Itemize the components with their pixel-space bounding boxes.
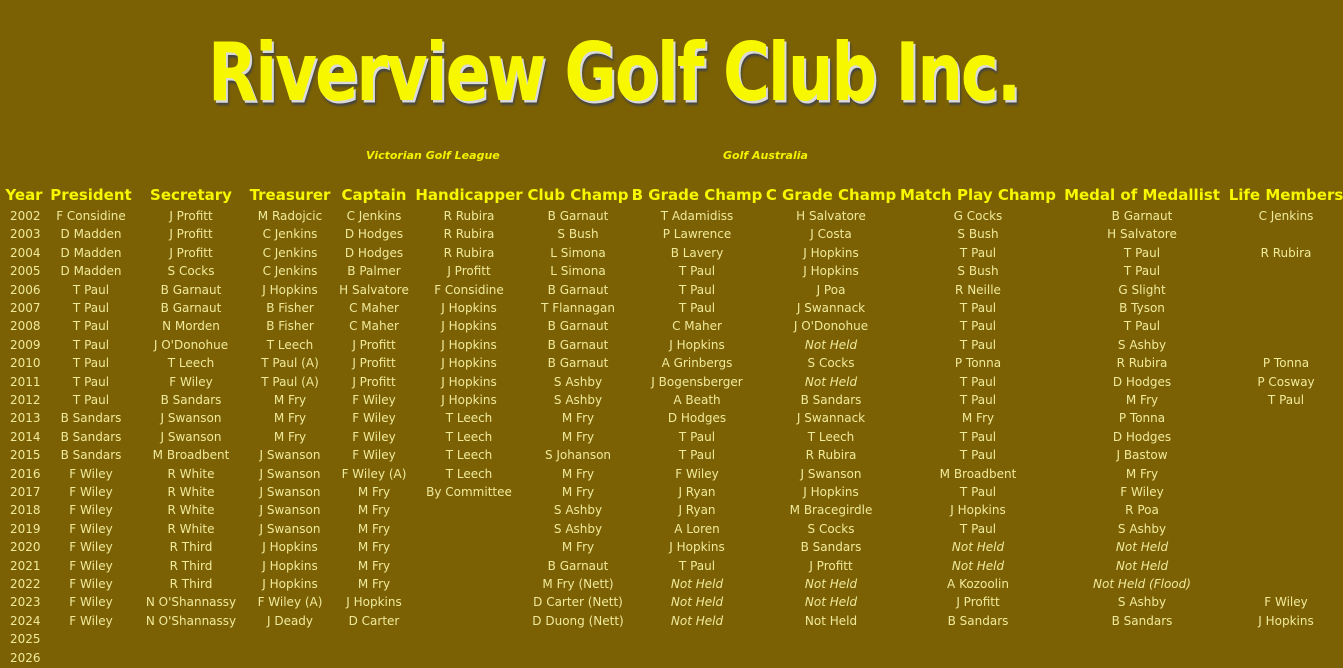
table-cell: M Fry xyxy=(961,411,995,426)
table-cell: J Hopkins xyxy=(346,595,402,610)
table-cell: R Third xyxy=(169,577,213,591)
table-cell: D Hodges xyxy=(344,227,404,242)
table-cell: L Simona xyxy=(550,264,606,279)
column-header: Life Members xyxy=(1228,186,1343,204)
table-cell: A Grinbergs xyxy=(661,356,733,371)
table-cell: J Hopkins xyxy=(803,245,859,260)
table-cell: B Sandars xyxy=(60,411,122,426)
table-cell: H Salvatore xyxy=(1107,227,1177,242)
table-cell: T Leech xyxy=(445,411,493,426)
subtitle-golf-australia: Golf Australia xyxy=(723,149,808,162)
table-cell: C Jenkins xyxy=(1258,209,1314,223)
table-cell: T Paul (A) xyxy=(261,374,319,389)
table-cell: J Profitt xyxy=(352,356,396,371)
table-cell: S Bush xyxy=(557,227,599,242)
table-cell: D Madden xyxy=(60,264,122,279)
table-cell: T Paul xyxy=(959,521,997,536)
table-cell: J Profitt xyxy=(447,264,491,279)
table-cell: A Kozoolin xyxy=(947,577,1009,591)
table-cell: S Ashby xyxy=(553,374,603,389)
table-cell: M Fry xyxy=(357,503,391,518)
table-cell: R Poa xyxy=(1125,503,1159,518)
table-cell: P Cosway xyxy=(1257,374,1315,389)
table-cell: J Swannack xyxy=(796,411,866,426)
table-cell: S Ashby xyxy=(1117,595,1167,610)
table-cell: M Fry xyxy=(357,521,391,536)
table-cell: B Garnaut xyxy=(547,209,609,223)
table-cell: J Profitt xyxy=(809,558,853,573)
table-cell: J Ryan xyxy=(678,485,716,499)
table-cell: T Paul xyxy=(959,448,997,463)
table-cell: T Paul xyxy=(678,429,716,444)
table-cell: Not Held xyxy=(1115,540,1169,555)
table-cell: B Garnaut xyxy=(547,356,609,371)
table-cell: D Hodges xyxy=(1112,429,1172,444)
table-cell: J Hopkins xyxy=(669,337,725,352)
table-cell: T Adamidiss xyxy=(660,209,734,223)
table-cell: M Fry (Nett) xyxy=(542,577,614,591)
table-cell: M Fry xyxy=(561,411,595,426)
year-cell: 2015 xyxy=(10,448,41,463)
table-cell: B Lavery xyxy=(670,245,724,260)
table-cell: G Cocks xyxy=(953,209,1003,223)
table-cell: B Palmer xyxy=(347,264,401,279)
table-cell: T Leech xyxy=(445,466,493,481)
table-cell: J Hopkins xyxy=(262,558,318,573)
table-cell: J Profitt xyxy=(956,595,1000,610)
column-header: Secretary xyxy=(150,186,232,204)
table-cell: T Paul xyxy=(959,393,997,407)
table-cell: T Paul xyxy=(959,485,997,499)
table-cell: T Leech xyxy=(807,429,855,444)
table-cell: T Paul xyxy=(678,264,716,279)
year-cell: 2019 xyxy=(10,521,41,536)
table-cell: N O'Shannassy xyxy=(145,613,237,628)
year-cell: 2022 xyxy=(10,577,41,591)
table-cell: T Paul xyxy=(72,282,110,297)
table-cell: S Cocks xyxy=(807,521,855,536)
table-cell: J Hopkins xyxy=(441,337,497,352)
table-cell: J O'Donohue xyxy=(793,319,869,334)
table-cell: F Considine xyxy=(56,209,126,223)
table-cell: T Paul xyxy=(678,448,716,463)
table-cell: B Sandars xyxy=(1111,613,1173,628)
table-cell: By Committee xyxy=(426,485,512,499)
table-cell: T Paul xyxy=(959,301,997,315)
table-cell: M Fry xyxy=(273,393,307,407)
table-cell: B Garnaut xyxy=(547,558,609,573)
table-cell: J Profitt xyxy=(169,227,213,242)
table-cell: D Carter xyxy=(348,613,400,628)
table-cell: R White xyxy=(167,485,215,499)
table-cell: M Fry xyxy=(1125,393,1159,407)
table-cell: H Salvatore xyxy=(339,282,409,297)
year-cell: 2010 xyxy=(10,356,41,371)
table-cell: R Third xyxy=(169,540,213,555)
table-cell: S Ashby xyxy=(553,393,603,407)
table-cell: J Hopkins xyxy=(441,319,497,334)
table-cell: R Third xyxy=(169,558,213,573)
table-cell: T Paul xyxy=(959,337,997,352)
table-cell: M Fry xyxy=(357,485,391,499)
year-cell: 2012 xyxy=(10,393,41,407)
table-cell: J Swannack xyxy=(796,301,866,315)
table-cell: R Rubira xyxy=(1260,245,1312,260)
table-cell: J Hopkins xyxy=(803,485,859,499)
table-cell: M Broadbent xyxy=(939,466,1017,481)
table-cell: T Paul xyxy=(72,337,110,352)
table-cell: B Sandars xyxy=(800,540,862,555)
table-cell: B Garnaut xyxy=(547,282,609,297)
year-cell: 2005 xyxy=(10,264,41,279)
table-cell: T Paul xyxy=(1123,245,1161,260)
table-cell: J Profitt xyxy=(352,374,396,389)
table-cell: C Maher xyxy=(672,319,722,334)
year-cell: 2011 xyxy=(10,374,41,389)
column-header: B Grade Champ xyxy=(631,186,763,204)
table-cell: T Paul xyxy=(72,319,110,334)
table-cell: J Hopkins xyxy=(803,264,859,279)
table-cell: B Garnaut xyxy=(547,337,609,352)
table-cell: M Fry xyxy=(561,466,595,481)
table-cell: B Sandars xyxy=(60,429,122,444)
table-cell: Not Held xyxy=(804,613,858,628)
table-cell: P Tonna xyxy=(954,356,1002,371)
table-cell: Not Held xyxy=(804,595,858,610)
table-cell: T Paul xyxy=(1267,393,1305,407)
table-cell: F Wiley xyxy=(69,558,113,573)
subtitle-victorian-golf-league: Victorian Golf League xyxy=(366,149,500,162)
table-cell: C Jenkins xyxy=(346,209,402,223)
table-cell: F Wiley xyxy=(69,540,113,555)
year-cell: 2018 xyxy=(10,503,41,518)
table-cell: T Paul xyxy=(959,245,997,260)
table-cell: F Wiley xyxy=(1264,595,1308,610)
table-cell: J Swanson xyxy=(259,485,321,499)
table-cell: F Wiley xyxy=(352,411,396,426)
column-header: Year xyxy=(5,186,43,204)
column-header: Medal of Medallist xyxy=(1064,186,1220,204)
table-cell: M Fry xyxy=(561,429,595,444)
table-cell: D Duong (Nett) xyxy=(532,613,624,628)
table-cell: Not Held xyxy=(670,613,724,628)
table-cell: C Jenkins xyxy=(262,227,318,242)
table-cell: R Rubira xyxy=(443,209,495,223)
table-cell: J Hopkins xyxy=(441,301,497,315)
table-cell: J O'Donohue xyxy=(153,337,229,352)
table-cell: B Fisher xyxy=(266,301,314,315)
table-cell: F Wiley xyxy=(352,429,396,444)
table-cell: J Hopkins xyxy=(1258,613,1314,628)
table-cell: F Wiley xyxy=(69,613,113,628)
table-cell: M Fry xyxy=(561,485,595,499)
table-cell: S Cocks xyxy=(167,264,215,279)
table-cell: S Bush xyxy=(957,264,999,279)
year-cell: 2004 xyxy=(10,245,41,260)
column-header: Handicapper xyxy=(415,186,523,204)
year-cell: 2003 xyxy=(10,227,41,242)
table-cell: T Leech xyxy=(266,337,314,352)
table-cell: Not Held (Flood) xyxy=(1093,577,1191,591)
year-cell: 2017 xyxy=(10,485,41,499)
table-cell: A Beath xyxy=(673,393,721,407)
table-cell: T Paul xyxy=(72,356,110,371)
table-cell: B Garnaut xyxy=(1111,209,1173,223)
table-cell: Not Held xyxy=(804,577,858,591)
table-cell: J Bastow xyxy=(1116,448,1168,463)
table-cell: J Poa xyxy=(816,282,846,297)
table-cell: J Costa xyxy=(810,227,852,242)
table-cell: D Carter (Nett) xyxy=(533,595,623,610)
column-header: President xyxy=(50,186,132,204)
table-cell: L Simona xyxy=(550,245,606,260)
table-cell: B Fisher xyxy=(266,319,314,334)
column-header: Match Play Champ xyxy=(900,186,1056,204)
table-cell: Not Held xyxy=(951,540,1005,555)
table-cell: C Jenkins xyxy=(262,245,318,260)
table-cell: M Fry xyxy=(357,558,391,573)
table-cell: T Leech xyxy=(445,448,493,463)
year-cell: 2006 xyxy=(10,282,41,297)
table-cell: T Paul xyxy=(1123,264,1161,279)
year-cell: 2026 xyxy=(10,650,41,665)
table-cell: F Wiley xyxy=(1120,485,1164,499)
year-cell: 2020 xyxy=(10,540,41,555)
year-cell: 2008 xyxy=(10,319,41,334)
table-cell: P Tonna xyxy=(1262,356,1310,371)
table-cell: T Paul xyxy=(959,429,997,444)
table-cell: M Fry xyxy=(357,577,391,591)
table-cell: J Bogensberger xyxy=(651,374,743,389)
table-cell: R Rubira xyxy=(805,448,857,463)
table-cell: J Profitt xyxy=(169,245,213,260)
year-cell: 2023 xyxy=(10,595,41,610)
table-cell: Not Held xyxy=(951,558,1005,573)
table-cell: P Tonna xyxy=(1118,411,1166,426)
table-cell: F Wiley xyxy=(69,595,113,610)
table-cell: R White xyxy=(167,521,215,536)
table-cell: B Tyson xyxy=(1119,301,1165,315)
table-cell: B Sandars xyxy=(60,448,122,463)
table-cell: R Neille xyxy=(955,282,1001,297)
table-cell: J Deady xyxy=(266,613,314,628)
table-cell: M Fry xyxy=(1125,466,1159,481)
table-cell: J Profitt xyxy=(169,209,213,223)
table-cell: D Hodges xyxy=(1112,374,1172,389)
table-cell: J Ryan xyxy=(678,503,716,518)
table-cell: S Johanson xyxy=(544,448,612,463)
table-cell: J Hopkins xyxy=(669,540,725,555)
table-cell: J Profitt xyxy=(352,337,396,352)
table-cell: F Wiley xyxy=(352,393,396,407)
table-cell: N Morden xyxy=(162,319,220,334)
table-cell: R Rubira xyxy=(1116,356,1168,371)
table-cell: J Swanson xyxy=(160,429,222,444)
table-cell: J Hopkins xyxy=(441,393,497,407)
table-cell: J Hopkins xyxy=(950,503,1006,518)
table-cell: S Ashby xyxy=(553,503,603,518)
table-cell: D Hodges xyxy=(667,411,727,426)
table-cell: M Broadbent xyxy=(152,448,230,463)
year-cell: 2002 xyxy=(10,209,41,223)
table-cell: B Garnaut xyxy=(160,282,222,297)
table-cell: T Leech xyxy=(167,356,215,371)
table-cell: Not Held xyxy=(804,374,858,389)
table-cell: T Paul xyxy=(72,374,110,389)
table-cell: S Cocks xyxy=(807,356,855,371)
table-cell: T Paul xyxy=(1123,319,1161,334)
table-cell: J Hopkins xyxy=(262,540,318,555)
table-cell: J Hopkins xyxy=(262,282,318,297)
table-cell: S Bush xyxy=(957,227,999,242)
table-cell: B Garnaut xyxy=(160,301,222,315)
table-cell: T Leech xyxy=(445,429,493,444)
table-cell: M Fry xyxy=(561,540,595,555)
table-cell: T Paul (A) xyxy=(261,356,319,371)
table-cell: F Wiley xyxy=(69,466,113,481)
table-cell: F Wiley xyxy=(352,448,396,463)
year-cell: 2025 xyxy=(10,632,41,647)
table-cell: J Hopkins xyxy=(262,577,318,591)
table-cell: R Rubira xyxy=(443,227,495,242)
table-cell: D Madden xyxy=(60,245,122,260)
year-cell: 2024 xyxy=(10,613,41,628)
table-cell: F Wiley xyxy=(675,466,719,481)
year-cell: 2021 xyxy=(10,558,41,573)
table-cell: F Wiley xyxy=(169,374,213,389)
column-header: Captain xyxy=(341,186,407,204)
table-cell: B Sandars xyxy=(160,393,222,407)
table-cell: R Rubira xyxy=(443,245,495,260)
table-cell: F Wiley (A) xyxy=(257,595,323,610)
table-cell: P Lawrence xyxy=(662,227,732,242)
table-cell: C Maher xyxy=(349,301,399,315)
club-title: Riverview Golf Club Inc. xyxy=(208,27,1020,120)
table-cell: J Swanson xyxy=(160,411,222,426)
table-cell: T Paul xyxy=(678,558,716,573)
table-cell: T Paul xyxy=(959,374,997,389)
table-cell: T Paul xyxy=(678,301,716,315)
table-cell: H Salvatore xyxy=(796,209,866,223)
table-cell: J Swanson xyxy=(259,448,321,463)
table-cell: T Paul xyxy=(959,319,997,334)
table-cell: J Swanson xyxy=(800,466,862,481)
year-cell: 2016 xyxy=(10,466,41,481)
column-header: Club Champ xyxy=(527,186,629,204)
table-cell: Not Held xyxy=(670,577,724,591)
table-cell: B Sandars xyxy=(947,613,1009,628)
table-cell: M Fry xyxy=(357,540,391,555)
table-cell: T Paul xyxy=(72,393,110,407)
table-cell: S Ashby xyxy=(1117,337,1167,352)
table-cell: M Radojcic xyxy=(257,209,323,223)
table-cell: S Ashby xyxy=(1117,521,1167,536)
table-cell: C Jenkins xyxy=(262,264,318,279)
year-cell: 2009 xyxy=(10,337,41,352)
table-cell: B Sandars xyxy=(800,393,862,407)
table-cell: T Paul xyxy=(678,282,716,297)
table-cell: Not Held xyxy=(1115,558,1169,573)
table-cell: D Madden xyxy=(60,227,122,242)
table-cell: J Swanson xyxy=(259,466,321,481)
table-cell: M Fry xyxy=(273,429,307,444)
table-cell: F Wiley xyxy=(69,503,113,518)
column-header: Treasurer xyxy=(249,186,331,204)
table-cell: C Maher xyxy=(349,319,399,334)
table-cell: F Considine xyxy=(434,282,504,297)
year-cell: 2007 xyxy=(10,301,41,315)
table-cell: Not Held xyxy=(804,337,858,352)
table-cell: T Flannagan xyxy=(541,301,615,315)
year-cell: 2013 xyxy=(10,411,41,426)
table-cell: J Swanson xyxy=(259,521,321,536)
table-cell: S Ashby xyxy=(553,521,603,536)
table-cell: F Wiley (A) xyxy=(341,466,407,481)
table-cell: J Swanson xyxy=(259,503,321,518)
table-cell: G Slight xyxy=(1118,282,1166,297)
table-cell: B Garnaut xyxy=(547,319,609,334)
table-cell: R White xyxy=(167,466,215,481)
table-cell: F Wiley xyxy=(69,577,113,591)
table-cell: F Wiley xyxy=(69,485,113,499)
table-cell: F Wiley xyxy=(69,521,113,536)
table-cell: A Loren xyxy=(674,521,720,536)
table-cell: R White xyxy=(167,503,215,518)
table-cell: J Hopkins xyxy=(441,356,497,371)
table-cell: Not Held xyxy=(670,595,724,610)
table-cell: M Bracegirdle xyxy=(789,503,873,518)
table-cell: N O'Shannassy xyxy=(145,595,237,610)
column-header: C Grade Champ xyxy=(765,186,897,204)
year-cell: 2014 xyxy=(10,429,41,444)
table-cell: T Paul xyxy=(72,301,110,315)
table-cell: J Hopkins xyxy=(441,374,497,389)
table-cell: M Fry xyxy=(273,411,307,426)
table-cell: D Hodges xyxy=(344,245,404,260)
